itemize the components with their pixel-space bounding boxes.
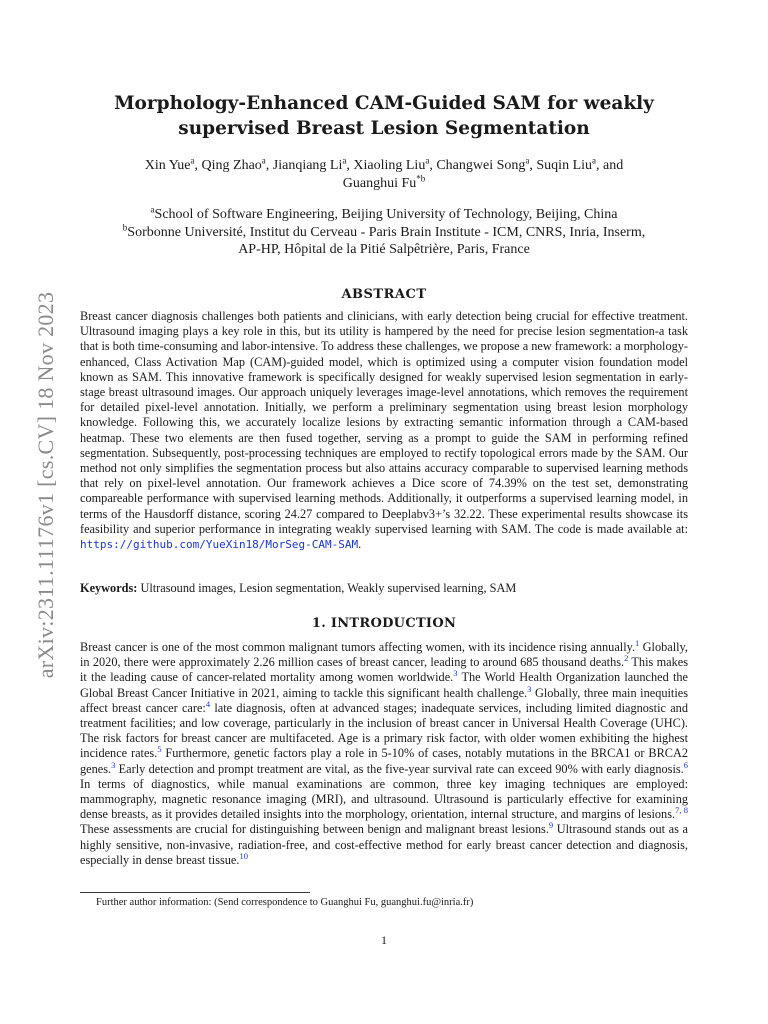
title-line-1: Morphology-Enhanced CAM-Guided SAM for weakly [114,93,654,114]
affiliation-b: $^b$Sorbonne Université, Institut du Cerveau - Paris Brain Institute - ICM, CNRS, Inria, Inserm, [122,221,646,240]
author: Xiaoling Liu$^a$ [353,155,430,173]
affiliations [80,206,688,259]
author: Suqin Liu$^a$ [536,155,597,173]
introduction-text: In terms of diagnostics, while manual examinations are common, three key imaging techniques are employed: mammography, magnetic resonance imaging (MRI), and ultrasound. Ultrasound is particularly effective for examining dense breasts, as it provides detailed insights into the morphology, orientation, internal structure, and margins of lesions. [80,776,688,822]
affiliation-a: $^a$School of Software Engineering, Beijing University of Technology, Beijing, China [150,204,618,222]
footnote-rule [80,892,310,893]
introduction-text: These assessments are crucial for distinguishing between benign and malignant breast lesions. [80,822,549,837]
author: Changwei Song$^a$ [436,155,530,173]
keywords-label: Keywords: [80,581,138,595]
citation-link[interactable]: 6 [683,759,688,770]
keywords-text: Ultrasound images, Lesion segmentation, Weakly supervised learning, SAM [140,581,517,595]
citation-link[interactable]: 3 [453,668,458,679]
keywords [80,581,688,596]
page-number: 1 [381,933,387,947]
abstract-text: Breast cancer diagnosis challenges both patients and clinicians, with early detection being crucial for effective treatment. Ultrasound imaging plays a key role in this, but its utility is hampered by the need for precise lesion segmentation-a task that is both time-consuming and labor-intensive. To address these challenges, we propose a new framework: a morphology-enhanced, Class Activation Map (CAM)-guided model, which is optimized using a computer vision foundation model known as SAM. This innovative framework is specifically designed for weakly supervised lesion segmentation in early-stage breast ultrasound images. Our approach uniquely leverages image-level annotations, which removes the requirement for detailed pixel-level annotation. Initially, we perform a preliminary segmentation using breast lesion morphology knowledge. Following this, we accurately localize lesions by extracting semantic information through a CAM-based heatmap. These two elements are then fused together, serving as a prompt to guide the SAM in performing refined segmentation. Subsequently, post-processing techniques are employed to rectify topological errors made by the SAM. Our method not only simplifies the segmentation process but also attains accuracy comparable to supervised learning methods that rely on pixel-level annotation. Our framework achieves a Dice score of 74.39% on the test set, demonstrating compareable performance with supervised learning methods. Additionally, it outperforms a supervised learning model, in terms of the Hausdorff distance, scoring 24.27 compared to Deeplabv3+’s 32.22. These experimental results showcase its feasibility and superior performance in integrating weakly supervised learning with SAM. The code is made available at: [80,309,688,536]
citation-link[interactable]: 4 [205,698,211,709]
citation-link[interactable]: 1 [635,637,640,648]
citation-link[interactable]: 5 [157,744,162,755]
citation-link[interactable]: 2 [624,653,629,664]
author: Jianqiang Li$^a$ [272,155,347,173]
introduction-text: This makes it the leading cause of cancer-related mortality among women worldwide. [80,655,688,685]
introduction-text: Early detection and prompt treatment are vital, as the five-year survival rate can exceed 90% with early diagnosis. [115,761,684,776]
author: Xin Yue$^a$ [144,155,195,173]
citation-link[interactable]: 3 [527,683,532,694]
introduction-text: Breast cancer is one of the most common malignant tumors affecting women, with its incidence rising annually. [80,640,636,654]
paper-title [80,91,688,141]
title-line-2: supervised Breast Lesion Segmentation [178,118,590,139]
citation-link[interactable]: 3 [111,759,116,770]
abstract-heading: ABSTRACT [341,287,427,302]
affiliation-b-continued: AP-HP, Hôpital de la Pitié Salpêtrière, Paris, France [238,242,530,257]
citation-link[interactable]: 9 [548,820,554,831]
introduction-text: late diagnosis, often at advanced stages; inadequate services, including limited diagnostic and treatment facilities; and low coverage, particularly in the inclusion of breast cancer in Universal Health Coverage (UHC). The risk factors for breast cancer are multifaceted. Age is a primary risk factor, with older women exhibiting the highest incidence rates. [80,700,688,761]
introduction-text: Ultrasound stands out as a highly sensitive, non-invasive, radiation-free, and cost-effective method for early breast cancer detection and diagnosis, especially in dense breast tissue. [80,822,688,867]
introduction-text: Furthermore, genetic factors play a role in 5-10% of cases, notably mutations in the BRCA1 or BRCA2 genes. [80,746,688,776]
citation-link[interactable]: 7, 8 [675,805,689,816]
introduction-text: Globally, three main inequities affect breast cancer care: [80,685,688,715]
introduction-text: The World Health Organization launched the Global Breast Cancer Initiative in 2021, aiming to tackle this significant health challenge. [80,670,688,700]
code-repository-link[interactable]: https://github.com/YueXin18/MorSeg-CAM-SAM [80,538,359,552]
author: Qing Zhao$^a$ [201,155,266,173]
citation-link[interactable]: 10 [239,850,248,861]
author-and: and [603,158,624,173]
footnote: Further author information: (Send correspondence to Guanghui Fu, guanghui.fu@inria.fr) [96,897,474,908]
introduction-text: Globally, in 2020, there were approximately 2.26 million cases of breast cancer, leading to around 685 thousand deaths. [80,640,688,670]
author-list: Xin Yue$^a$, Qing Zhao$^a$, Jianqiang Li$^a$, Xiaoling Liu$^a$, Changwei Song$^a$, Suqin Liu$^a$, and Guanghui Fu$^{*b}$ [144,155,624,191]
section-heading: 1. INTRODUCTION [311,616,457,631]
arxiv-identifier-stamp: arXiv:2311.11176v1 [cs.CV] 18 Nov 2023 [33,291,58,679]
abstract-body: Breast cancer diagnosis challenges both patients and clinicians, with early detection being crucial for effective treatment. Ultrasound imaging plays a key role in this, but its utility is hampered by the need for precise lesion segmentation-a task that is both time-consuming and labor-intensive. To address these challenges, we propose a new framework: a morphology-enhanced, Class Activation Map (CAM)-guided model, which is optimized using a computer vision foundation model known as SAM. This innovative framework is specifically designed for weakly supervised lesion segmentation in early-stage breast ultrasound images. Our approach uniquely leverages image-level annotations, which removes the requirement for detailed pixel-level annotation. Initially, we perform a preliminary segmentation using breast lesion morphology knowledge. Following this, we accurately localize lesions by extracting semantic information through a CAM-based heatmap. These two elements are then fused together, serving as a prompt to guide the SAM in performing refined segmentation. Subsequently, post-processing techniques are employed to rectify topological errors made by the SAM. Our method not only simplifies the segmentation process but also attains accuracy comparable to supervised learning methods that rely on pixel-level annotation. Our framework achieves a Dice score of 74.39% on the test set, demonstrating compareable performance with supervised learning methods. Additionally, it outperforms a supervised learning model, in terms of the Hausdorff distance, scoring 24.27 compared to Deeplabv3+’s 32.22. These experimental results showcase its feasibility and superior performance in integrating weakly supervised learning with SAM. The code is made available at: https://github.com/YueXin18/MorSeg-CAM-SAM. [80,309,688,552]
introduction-body [80,637,689,868]
author: Guanghui Fu$^{*b}$ [342,173,426,191]
